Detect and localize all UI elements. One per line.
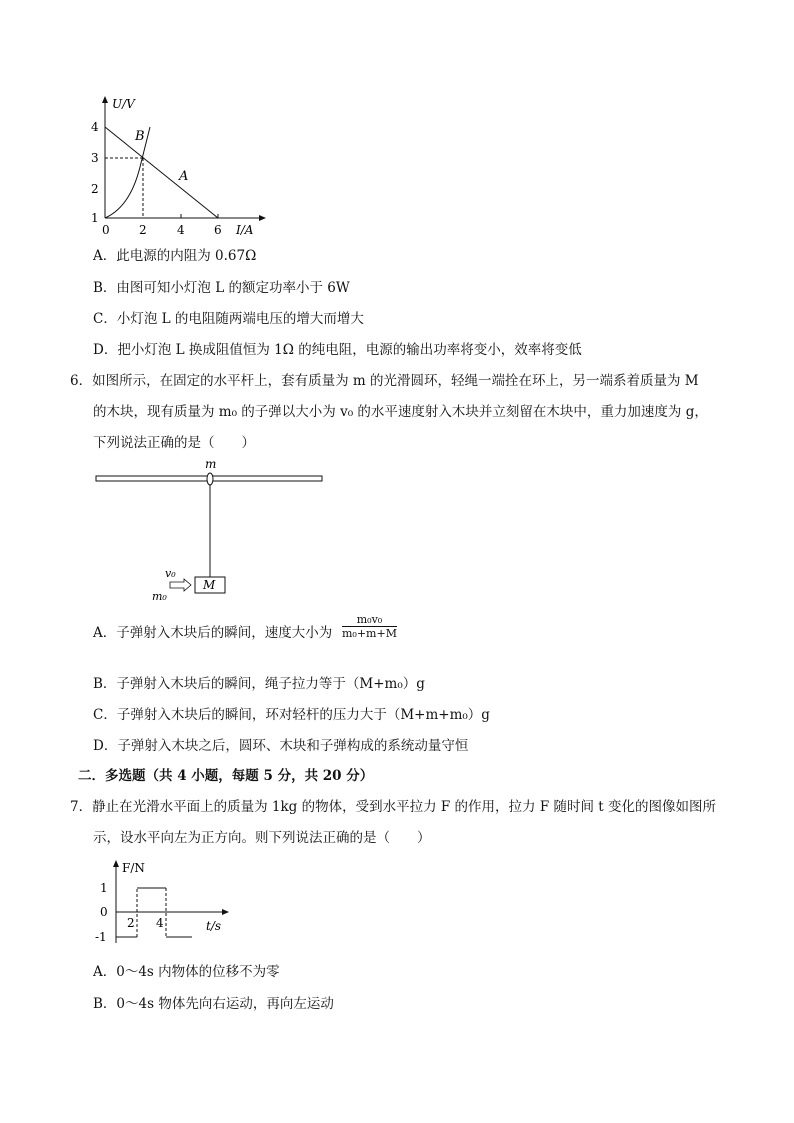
- t-tick-4: 4: [156, 916, 164, 930]
- x-tick-0: 0: [102, 223, 110, 237]
- q5-option-a: A．此电源的内阻为 0.67Ω: [93, 248, 257, 264]
- fraction-numerator: m₀v₀: [342, 613, 397, 627]
- ring-rod-svg: [90, 455, 330, 605]
- q6-option-b: B．子弹射入木块后的瞬间，绳子拉力等于（M+m₀）g: [93, 676, 425, 692]
- bullet-arrow: [170, 579, 191, 591]
- q5-option-c: C．小灯泡 L 的电阻随两端电压的增大而增大: [93, 311, 364, 327]
- block-label-M: M: [203, 578, 216, 592]
- section-heading: 二．多选题（共 4 小题，每题 5 分，共 20 分）: [78, 768, 374, 784]
- t-axis-arrow: [222, 909, 229, 915]
- q7-option-a: A．0～4s 内物体的位移不为零: [93, 964, 280, 980]
- y-tick-1: 1: [91, 211, 99, 225]
- x-tick-4: 4: [177, 223, 185, 237]
- f-axis-arrow: [113, 860, 119, 867]
- line-a: [105, 127, 218, 218]
- ring: [207, 473, 213, 485]
- fraction-denominator: m₀+m+M: [342, 627, 397, 640]
- q6-option-a: [93, 624, 332, 642]
- q6-stem-line1: 6．如图所示，在固定的水平杆上，套有质量为 m 的光滑圆环，轻绳一端拴在环上，另一端系着质量为 M: [70, 373, 699, 389]
- q7-stem-line2: 示，设水平向左为正方向。则下列说法正确的是（ ）: [93, 830, 431, 846]
- q6-option-a-fraction: [342, 613, 397, 640]
- q6-option-c: C．子弹射入木块后的瞬间，环对轻杆的压力大于（M+m+m₀）g: [93, 707, 490, 723]
- bullet-label-v0: v₀: [165, 567, 176, 580]
- f-tick-1: 1: [100, 881, 108, 895]
- y-tick-2: 2: [91, 182, 99, 196]
- curve-b-label: B: [135, 129, 145, 144]
- q6-stem-line2: 的木块，现有质量为 m₀ 的子弹以大小为 v₀ 的水平速度射入木块并立刻留在木块中，重力加速度为 g，: [93, 404, 708, 420]
- y-axis-label: U/V: [112, 97, 135, 111]
- q5-option-b: B．由图可知小灯泡 L 的额定功率小于 6W: [93, 280, 350, 296]
- f-tick-neg1: -1: [95, 930, 107, 944]
- q7-option-b: B．0～4s 物体先向右运动，再向左运动: [93, 996, 334, 1012]
- x-axis-arrow: [259, 215, 266, 221]
- q6-option-d: D．子弹射入木块之后，圆环、木块和子弹构成的系统动量守恒: [93, 738, 469, 754]
- figure-u-i-graph: [80, 92, 280, 237]
- ring-label-m: m: [205, 457, 217, 471]
- bullet-label-m0: m₀: [152, 590, 167, 603]
- f-axis-label: F/N: [122, 861, 145, 875]
- figure-f-t-graph: [90, 855, 250, 950]
- q6-stem-line3: 下列说法正确的是（ ）: [93, 435, 255, 451]
- y-tick-3: 3: [91, 151, 99, 165]
- x-axis-label: I/A: [236, 223, 254, 237]
- u-i-graph-svg: [80, 92, 280, 237]
- q7-stem-line1: 7．静止在光滑水平面上的质量为 1kg 的物体，受到水平拉力 F 的作用，拉力 F 随时间 t 变化的图像如图所: [70, 799, 716, 815]
- x-tick-2: 2: [139, 223, 147, 237]
- t-axis-label: t/s: [206, 919, 222, 933]
- figure-ring-rod-block: [90, 455, 330, 605]
- t-tick-2: 2: [127, 916, 135, 930]
- y-tick-4: 4: [91, 120, 99, 134]
- f-t-graph-svg: [90, 855, 250, 950]
- line-a-label: A: [179, 169, 189, 184]
- y-axis-arrow: [102, 96, 108, 103]
- f-tick-0: 0: [100, 905, 108, 919]
- q6-option-a-text: A．子弹射入木块后的瞬间，速度大小为: [93, 625, 333, 641]
- x-tick-6: 6: [214, 223, 222, 237]
- q5-option-d: D．把小灯泡 L 换成阻值恒为 1Ω 的纯电阻，电源的输出功率将变小，效率将变低: [93, 342, 582, 358]
